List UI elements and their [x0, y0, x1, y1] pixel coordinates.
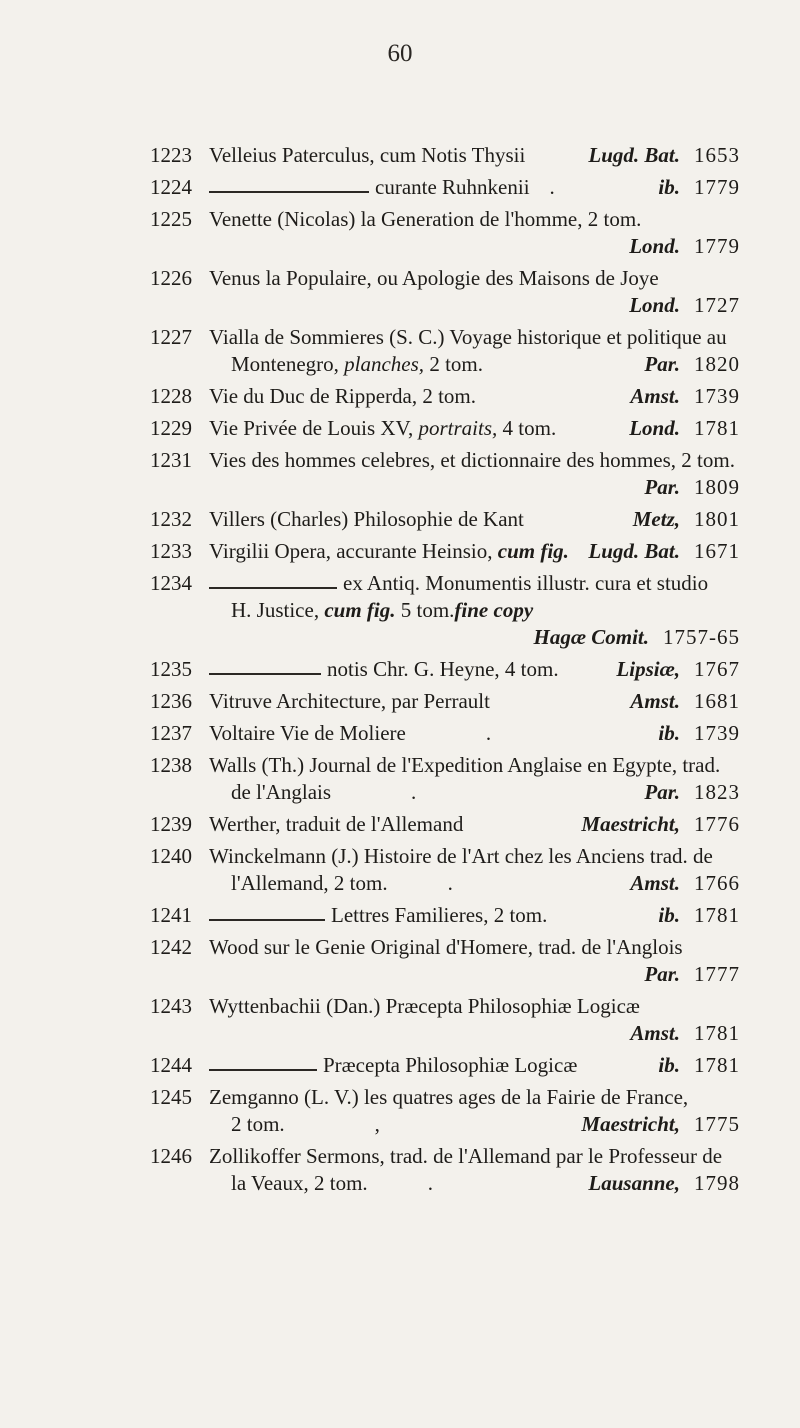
- catalog-entry: [152, 206, 740, 260]
- entry-year: 1781: [694, 903, 740, 927]
- catalog-entry: [152, 720, 740, 747]
- entry-title: Wood sur le Genie Original d'Homere, trad. de l'Anglois: [209, 935, 683, 959]
- entry-place: Par.: [644, 475, 680, 499]
- entry-title-cont: 2 tom.: [231, 1112, 285, 1136]
- lot-number: 1237: [150, 721, 192, 745]
- entry-title: Walls (Th.) Journal de l'Expedition Anglaise en Egypte, trad.: [209, 753, 721, 777]
- entry-year: 1809: [694, 475, 740, 499]
- entry-place: Hagæ Comit.: [533, 625, 649, 649]
- entry-place: Amst.: [630, 689, 680, 713]
- entry-separator: .: [549, 175, 555, 199]
- entry-year: 1757-65: [663, 625, 740, 649]
- catalog-entry: [152, 174, 740, 201]
- entry-title: Zemganno (L. V.) les quatres ages de la Fairie de France,: [209, 1085, 689, 1109]
- entry-year: 1781: [694, 1021, 740, 1045]
- lot-number: 1245: [150, 1085, 192, 1109]
- entry-place: Lugd. Bat.: [588, 143, 680, 167]
- entry-title: Villers (Charles) Philosophie de Kant: [209, 507, 524, 531]
- entry-place: Lond.: [629, 293, 680, 317]
- ditto-rule: [209, 1069, 317, 1071]
- ditto-rule: [209, 191, 369, 193]
- entry-title: ex Antiq. Monumentis illustr. cura et studio: [343, 571, 709, 595]
- entry-place: Par.: [644, 780, 680, 804]
- entry-year: 1775: [694, 1112, 740, 1136]
- entry-title-cont: la Veaux, 2 tom.: [231, 1171, 368, 1195]
- entry-note: cum fig.: [324, 598, 396, 622]
- entry-title-cont: H. Justice,: [231, 598, 320, 622]
- entry-year: 1801: [694, 507, 740, 531]
- entry-year: 1777: [694, 962, 740, 986]
- entry-separator: .: [411, 780, 417, 804]
- lot-number: 1235: [150, 657, 192, 681]
- catalog-entry: [152, 752, 740, 806]
- catalog-entry: [152, 265, 740, 319]
- lot-number: 1241: [150, 903, 192, 927]
- entry-place: Metz,: [632, 507, 680, 531]
- lot-number: 1234: [150, 571, 192, 595]
- entry-place: Lausanne,: [588, 1171, 680, 1195]
- entry-year: 1781: [694, 1053, 740, 1077]
- catalog-entry: [152, 843, 740, 897]
- entry-place: Par.: [644, 962, 680, 986]
- entry-separator: ,: [374, 1112, 380, 1136]
- entry-place: Lugd. Bat.: [588, 539, 680, 563]
- catalog-entry: [152, 656, 740, 683]
- catalog-entry: [152, 902, 740, 929]
- entry-place: Lipsiæ,: [616, 657, 680, 681]
- entry-title: Vie Privée de Louis XV,: [209, 416, 414, 440]
- catalog-entry: [152, 538, 740, 565]
- entry-year: 1739: [694, 384, 740, 408]
- lot-number: 1242: [150, 935, 192, 959]
- entry-title: Voltaire Vie de Moliere: [209, 721, 406, 745]
- entry-place: ib.: [658, 175, 680, 199]
- catalog-entry: [152, 570, 740, 651]
- entry-place: ib.: [658, 721, 680, 745]
- catalog-entry: [152, 506, 740, 533]
- catalog-entry: [152, 447, 740, 501]
- entry-year: 1739: [694, 721, 740, 745]
- entry-place: Maestricht,: [581, 812, 680, 836]
- entry-title-cont: Montenegro,: [231, 352, 339, 376]
- ditto-rule: [209, 919, 325, 921]
- entry-title: curante Ruhnkenii: [375, 175, 530, 199]
- ditto-rule: [209, 587, 337, 589]
- lot-number: 1223: [150, 143, 192, 167]
- entry-separator: .: [485, 721, 492, 745]
- lot-number: 1231: [150, 448, 192, 472]
- entry-year: 1781: [694, 416, 740, 440]
- entry-year: 1767: [694, 657, 740, 681]
- lot-number: 1224: [150, 175, 192, 199]
- entry-note: portraits,: [418, 416, 498, 440]
- entry-place: Lond.: [629, 416, 680, 440]
- lot-number: 1229: [150, 416, 192, 440]
- entry-title: Vies des hommes celebres, et dictionnaire des hommes, 2 tom.: [209, 448, 735, 472]
- lot-number: 1236: [150, 689, 192, 713]
- page-number: 60: [387, 40, 413, 67]
- entry-year: 1820: [694, 352, 740, 376]
- lot-number: 1227: [150, 325, 192, 349]
- entry-title: Wyttenbachii (Dan.) Præcepta Philosophiæ Logicæ: [209, 994, 640, 1018]
- catalog-entry: [152, 993, 740, 1047]
- entry-place: Amst.: [630, 871, 680, 895]
- entry-year: 1653: [694, 143, 740, 167]
- entry-volumes: 2 tom.: [429, 352, 483, 376]
- catalog-entry: [152, 1143, 740, 1197]
- entry-title: notis Chr. G. Heyne, 4 tom.: [327, 657, 559, 681]
- lot-number: 1233: [150, 539, 192, 563]
- catalog-list: [152, 142, 740, 1202]
- entry-year: 1727: [694, 293, 740, 317]
- lot-number: 1239: [150, 812, 192, 836]
- entry-title: Venus la Populaire, ou Apologie des Maisons de Joye: [209, 266, 659, 290]
- entry-place: Amst.: [630, 384, 680, 408]
- entry-place: Lond.: [629, 234, 680, 258]
- entry-title: Virgilii Opera, accurante Heinsio,: [209, 539, 493, 563]
- lot-number: 1232: [150, 507, 192, 531]
- entry-title: Lettres Familieres, 2 tom.: [331, 903, 548, 927]
- catalog-entry: [152, 1084, 740, 1138]
- entry-place: Par.: [644, 352, 680, 376]
- entry-place: Amst.: [630, 1021, 680, 1045]
- entry-place: ib.: [658, 903, 680, 927]
- entry-title: Velleius Paterculus, cum Notis Thysii: [209, 143, 526, 167]
- catalog-entry: [152, 383, 740, 410]
- entry-title: Werther, traduit de l'Allemand: [209, 812, 464, 836]
- entry-condition: fine copy: [454, 598, 534, 622]
- entry-volumes: 5 tom.: [400, 598, 455, 622]
- entry-year: 1779: [694, 234, 740, 258]
- entry-year: 1779: [694, 175, 740, 199]
- catalog-entry: [152, 934, 740, 988]
- lot-number: 1226: [150, 266, 192, 290]
- entry-title-cont: l'Allemand, 2 tom.: [231, 871, 388, 895]
- entry-title: Vitruve Architecture, par Perrault: [209, 689, 490, 713]
- entry-title: Winckelmann (J.) Histoire de l'Art chez les Anciens trad. de: [209, 844, 713, 868]
- entry-title-cont: de l'Anglais: [231, 780, 332, 804]
- entry-year: 1798: [694, 1171, 740, 1195]
- entry-place: Maestricht,: [581, 1112, 680, 1136]
- entry-title: Venette (Nicolas) la Generation de l'homme, 2 tom.: [209, 207, 642, 231]
- catalog-entry: [152, 142, 740, 169]
- catalog-entry: [152, 324, 740, 378]
- entry-year: 1823: [694, 780, 740, 804]
- entry-title: Vie du Duc de Ripperda, 2 tom.: [209, 384, 477, 408]
- lot-number: 1244: [150, 1053, 192, 1077]
- entry-note: planches,: [344, 352, 425, 376]
- catalog-entry: [152, 415, 740, 442]
- entry-separator: .: [447, 871, 453, 895]
- catalog-entry: [152, 688, 740, 715]
- entry-volumes: 4 tom.: [502, 416, 557, 440]
- entry-place: ib.: [658, 1053, 680, 1077]
- lot-number: 1225: [150, 207, 192, 231]
- entry-note: cum fig.: [497, 539, 569, 563]
- entry-separator: .: [427, 1171, 433, 1195]
- lot-number: 1238: [150, 753, 192, 777]
- catalog-entry: [152, 1052, 740, 1079]
- entry-title: Zollikoffer Sermons, trad. de l'Allemand par le Professeur de: [209, 1144, 723, 1168]
- lot-number: 1243: [150, 994, 192, 1018]
- entry-year: 1766: [694, 871, 740, 895]
- entry-year: 1776: [694, 812, 740, 836]
- ditto-rule: [209, 673, 321, 675]
- lot-number: 1246: [150, 1144, 192, 1168]
- entry-title: Præcepta Philosophiæ Logicæ: [323, 1053, 578, 1077]
- entry-year: 1681: [694, 689, 740, 713]
- catalog-entry: [152, 811, 740, 838]
- entry-year: 1671: [694, 539, 740, 563]
- lot-number: 1228: [150, 384, 192, 408]
- lot-number: 1240: [150, 844, 192, 868]
- entry-title: Vialla de Sommieres (S. C.) Voyage historique et politique au: [209, 325, 727, 349]
